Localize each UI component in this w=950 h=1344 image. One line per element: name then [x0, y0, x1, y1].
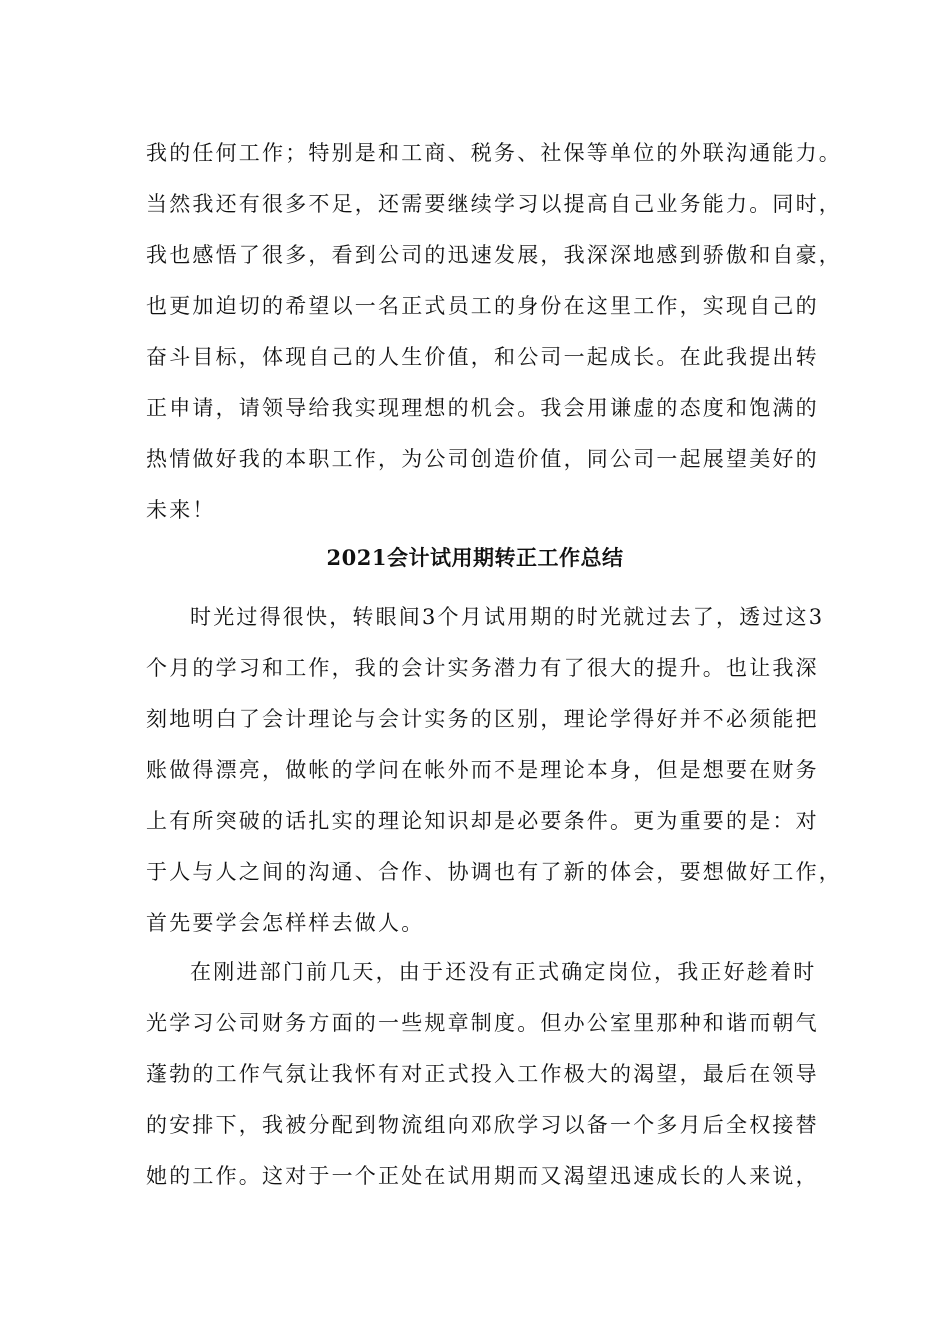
- paragraph-line: 个月的学习和工作，我的会计实务潜力有了很大的提升。也让我深: [146, 656, 819, 680]
- paragraph-line: 首先要学会怎样样去做人。: [146, 911, 425, 935]
- paragraph-department: [146, 947, 819, 1202]
- document-title: 2021会计试用期转正工作总结: [326, 545, 624, 570]
- paragraph-line: 的安排下，我被分配到物流组向邓欣学习以备一个多月后全权接替: [146, 1113, 819, 1137]
- continued-paragraph: [146, 128, 842, 536]
- paragraph-line: 未来！: [146, 498, 216, 522]
- paragraph-line: 也更加迫切的希望以一名正式员工的身份在这里工作，实现自己的: [146, 294, 819, 318]
- paragraph-line: 蓬勃的工作气氛让我怀有对正式投入工作极大的渴望，最后在领导: [146, 1062, 819, 1086]
- paragraph-line: 热情做好我的本职工作，为公司创造价值，同公司一起展望美好的: [146, 447, 819, 471]
- paragraph-intro: [146, 592, 842, 949]
- paragraph-line: 在刚进部门前几天，由于还没有正式确定岗位，我正好趁着时: [190, 960, 817, 984]
- paragraph-line: 奋斗目标，体现自己的人生价值，和公司一起成长。在此我提出转: [146, 345, 819, 369]
- paragraph-line: 账做得漂亮，做帐的学问在帐外而不是理论本身，但是想要在财务: [146, 758, 819, 782]
- paragraph-line: 时光过得很快，转眼间3个月试用期的时光就过去了，透过这3: [190, 605, 825, 629]
- paragraph-line: 于人与人之间的沟通、合作、协调也有了新的体会，要想做好工作，: [146, 860, 842, 884]
- paragraph-line: 她的工作。这对于一个正处在试用期而又渴望迅速成长的人来说，: [146, 1164, 819, 1188]
- paragraph-line: 光学习公司财务方面的一些规章制度。但办公室里那种和谐而朝气: [146, 1011, 819, 1035]
- paragraph-line: 当然我还有很多不足，还需要继续学习以提高自己业务能力。同时，: [146, 192, 842, 216]
- paragraph-line: 刻地明白了会计理论与会计实务的区别，理论学得好并不必须能把: [146, 707, 819, 731]
- paragraph-line: 我也感悟了很多，看到公司的迅速发展，我深深地感到骄傲和自豪，: [146, 243, 842, 267]
- paragraph-line: 正申请，请领导给我实现理想的机会。我会用谦虚的态度和饱满的: [146, 396, 819, 420]
- paragraph-line: 上有所突破的话扎实的理论知识却是必要条件。更为重要的是：对: [146, 809, 819, 833]
- paragraph-line: 我的任何工作；特别是和工商、税务、社保等单位的外联沟通能力。: [146, 141, 842, 165]
